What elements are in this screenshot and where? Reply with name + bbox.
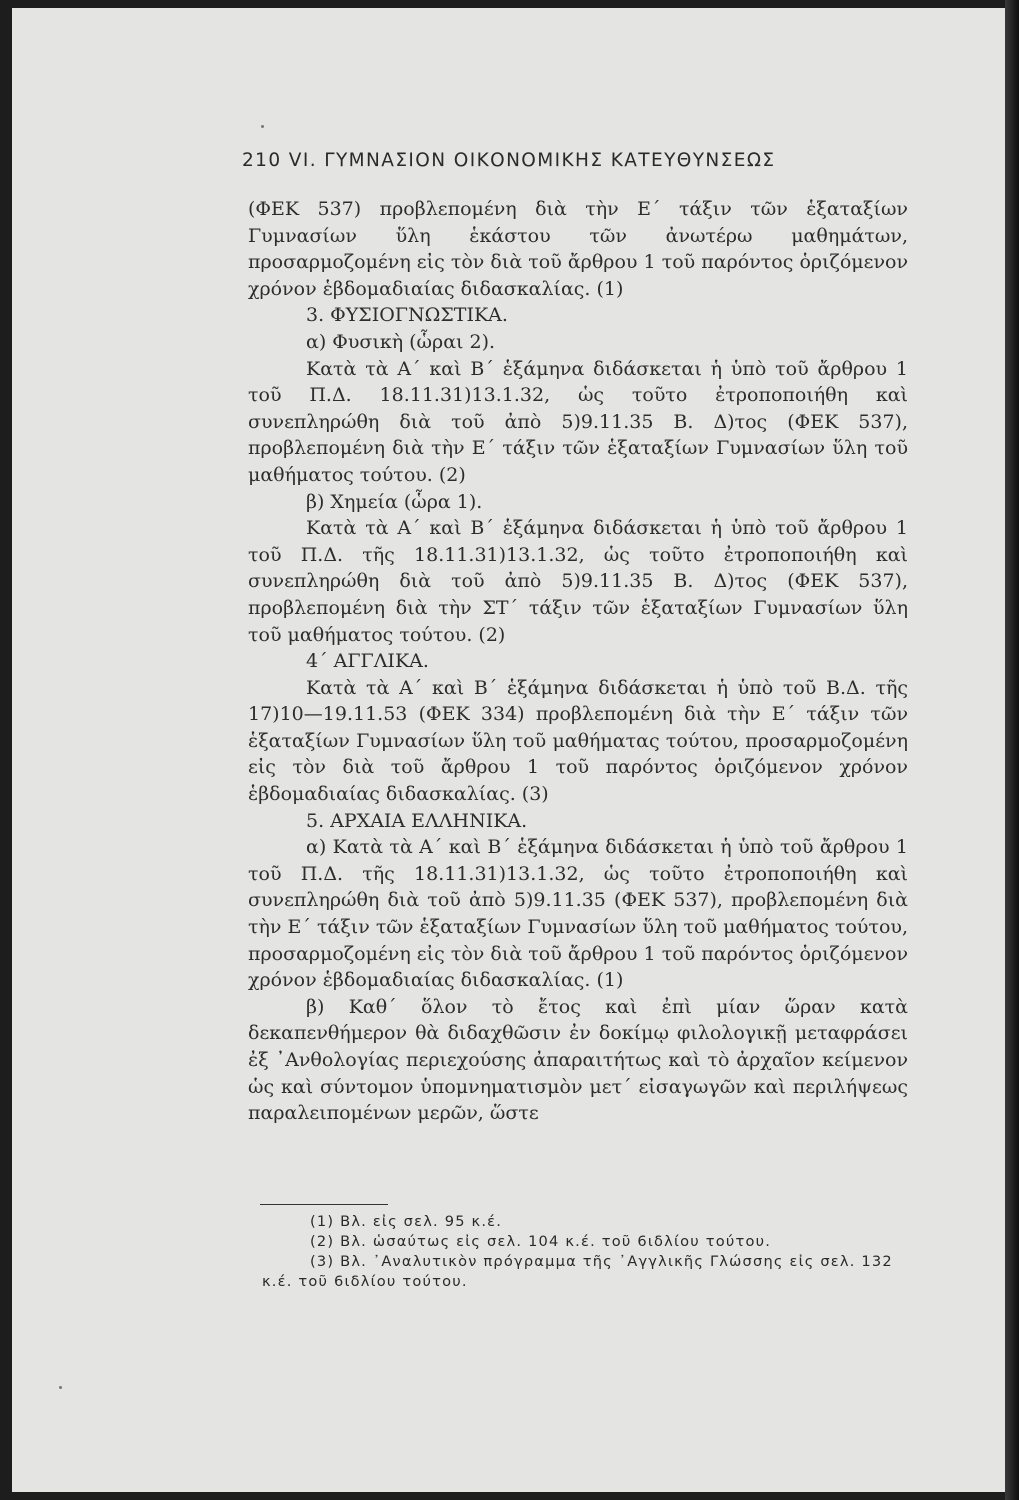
footnote-rule bbox=[260, 1204, 388, 1205]
footnote-2: (2) Βλ. ὡσαύτως εἰς σελ. 104 κ.έ. τοῦ 6ιδλίου τούτου. bbox=[310, 1233, 772, 1250]
paragraph-ancient-greek-b: β) Καθ΄ ὅλον τὸ ἔτος καὶ ἐπὶ μίαν ὥραν κατὰ δεκαπενθήμερον θὰ διδαχθῶσιν ἐν δοκίμῳ φιλολογικῇ μεταφράσει ἐξ ᾿Ανθολογίας περιεχούσης ἀπαραιτήτως καὶ τὸ ἀρχαῖον κείμενον ὡς καὶ σύντομον ὑπομνηματισμὸν μετ΄ εἰσαγωγῶν καὶ περιλήψεως παραλειπομένων μερῶν, ὥστε bbox=[248, 995, 908, 1125]
footnote-3: (3) Βλ. ᾿Αναλυτικὸν πρόγραμμα τῆς ᾿Αγγλικῆς Γλώσσης εἰς σελ. 132 κ.έ. τοῦ 6ιδλίου τούτου. bbox=[262, 1253, 893, 1290]
paragraph-physics: Κατὰ τὰ Α΄ καὶ Β΄ ἑξάμηνα διδάσκεται ἡ ὑπὸ τοῦ ἄρθρου 1 τοῦ Π.Δ. 18.11.31)13.1.32, ὡς τοῦτο ἐτροποποιήθη καὶ συνεπληρώθη διὰ τοῦ ἀπὸ 5)9.11.35 Β. Δ)τος (ΦΕΚ 537), προβλεπομένη διὰ τὴν Ε΄ τάξιν τῶν ἑξαταξίων Γυμνασίων ὕλη τοῦ μαθήματος τούτου. (2) bbox=[248, 357, 908, 486]
paragraph-continuation: (ΦΕΚ 537) προβλεπομένη διὰ τὴν Ε΄ τάξιν τῶν ἑξαταξίων Γυμνασίων ὕλη ἑκάστου τῶν ἀνωτέρω μαθημάτων, προσαρμοζομένη εἰς τὸν διὰ τοῦ ἄρθρου 1 τοῦ παρόντος ὁριζόμενον χρόνον ἑβδομαδιαίας διδασκαλίας. (1) bbox=[248, 198, 908, 300]
page-edge-shadow bbox=[1005, 0, 1019, 1500]
running-head: 210 VI. ΓΥΜΝΑΣΙΟΝ ΟΙΚΟΝΟΜΙΚΗΣ ΚΑΤΕΥΘΥΝΣΕΩΣ bbox=[242, 150, 776, 171]
subheading-physics: α) Φυσικὴ (ὧραι 2). bbox=[306, 330, 496, 353]
paragraph-english: Κατὰ τὰ Α΄ καὶ Β΄ ἑξάμηνα διδάσκεται ἡ ὑπὸ τοῦ Β.Δ. τῆς 17)10—19.11.53 (ΦΕΚ 334) προβλεπομένη διὰ τὴν Ε΄ τάξιν τῶν ἑξαταξίων Γυμνασίων ὕλη τοῦ μαθήματας τούτου, προσαρμοζομένη εἰς τὸν διὰ τοῦ ἄρθρου 1 τοῦ παρόντος ὁριζόμενον χρόνον ἑβδομαδιαίας διδασκαλίας. (3) bbox=[248, 676, 908, 806]
subheading-chemistry: β) Χημεία (ὧρα 1). bbox=[306, 490, 483, 513]
section-heading-3: 3. ΦΥΣΙΟΓΝΩΣΤΙΚΑ. bbox=[306, 304, 508, 327]
paragraph-chemistry: Κατὰ τὰ Α΄ καὶ Β΄ ἑξάμηνα διδάσκεται ἡ ὑπὸ τοῦ ἄρθρου 1 τοῦ Π.Δ. τῆς 18.11.31)13.1.32, ὡς τοῦτο ἐτροποποιήθη καὶ συνεπληρώθη διὰ τοῦ ἀπὸ 5)9.11.35 Β. Δ)τος (ΦΕΚ 537), προβλεπομένη διὰ τὴν ΣΤ΄ τάξιν τῶν ἑξαταξίων Γυμνασίων ὕλη τοῦ μαθήματος τούτου. (2) bbox=[248, 517, 908, 646]
paragraph-ancient-greek-a: α) Κατὰ τὰ Α΄ καὶ Β΄ ἑξάμηνα διδάσκεται ἡ ὑπὸ τοῦ ἄρθρου 1 τοῦ Π.Δ. τῆς 18.11.31)13.1.32, ὡς τοῦτο ἐτροποποιήθη καὶ συνεπληρώθη διὰ τοῦ ἀπὸ 5)9.11.35 (ΦΕΚ 537), προβλεπομένη διὰ τὴν Ε΄ τάξιν τῶν ἑξαταξίων Γυμνασίων ὕλη τοῦ μαθήματος τούτου, προσαρμοζομένη εἰς τὸν διὰ τοῦ ἄρθρου 1 τοῦ παρόντος ὁριζόμενον χρόνον ἑβδομαδιαίας διδασκαλίας. (1) bbox=[248, 836, 908, 992]
paper-speck bbox=[59, 1386, 62, 1389]
section-heading-4: 4΄ ΑΓΓΛΙΚΑ. bbox=[306, 650, 429, 673]
paper-speck bbox=[261, 125, 264, 128]
footnotes bbox=[262, 1212, 912, 1292]
section-heading-5: 5. ΑΡΧΑΙΑ ΕΛΛΗΝΙΚΑ. bbox=[306, 809, 528, 832]
body-text bbox=[248, 196, 908, 1127]
footnote-1: (1) Βλ. εἰς σελ. 95 κ.έ. bbox=[310, 1213, 503, 1230]
